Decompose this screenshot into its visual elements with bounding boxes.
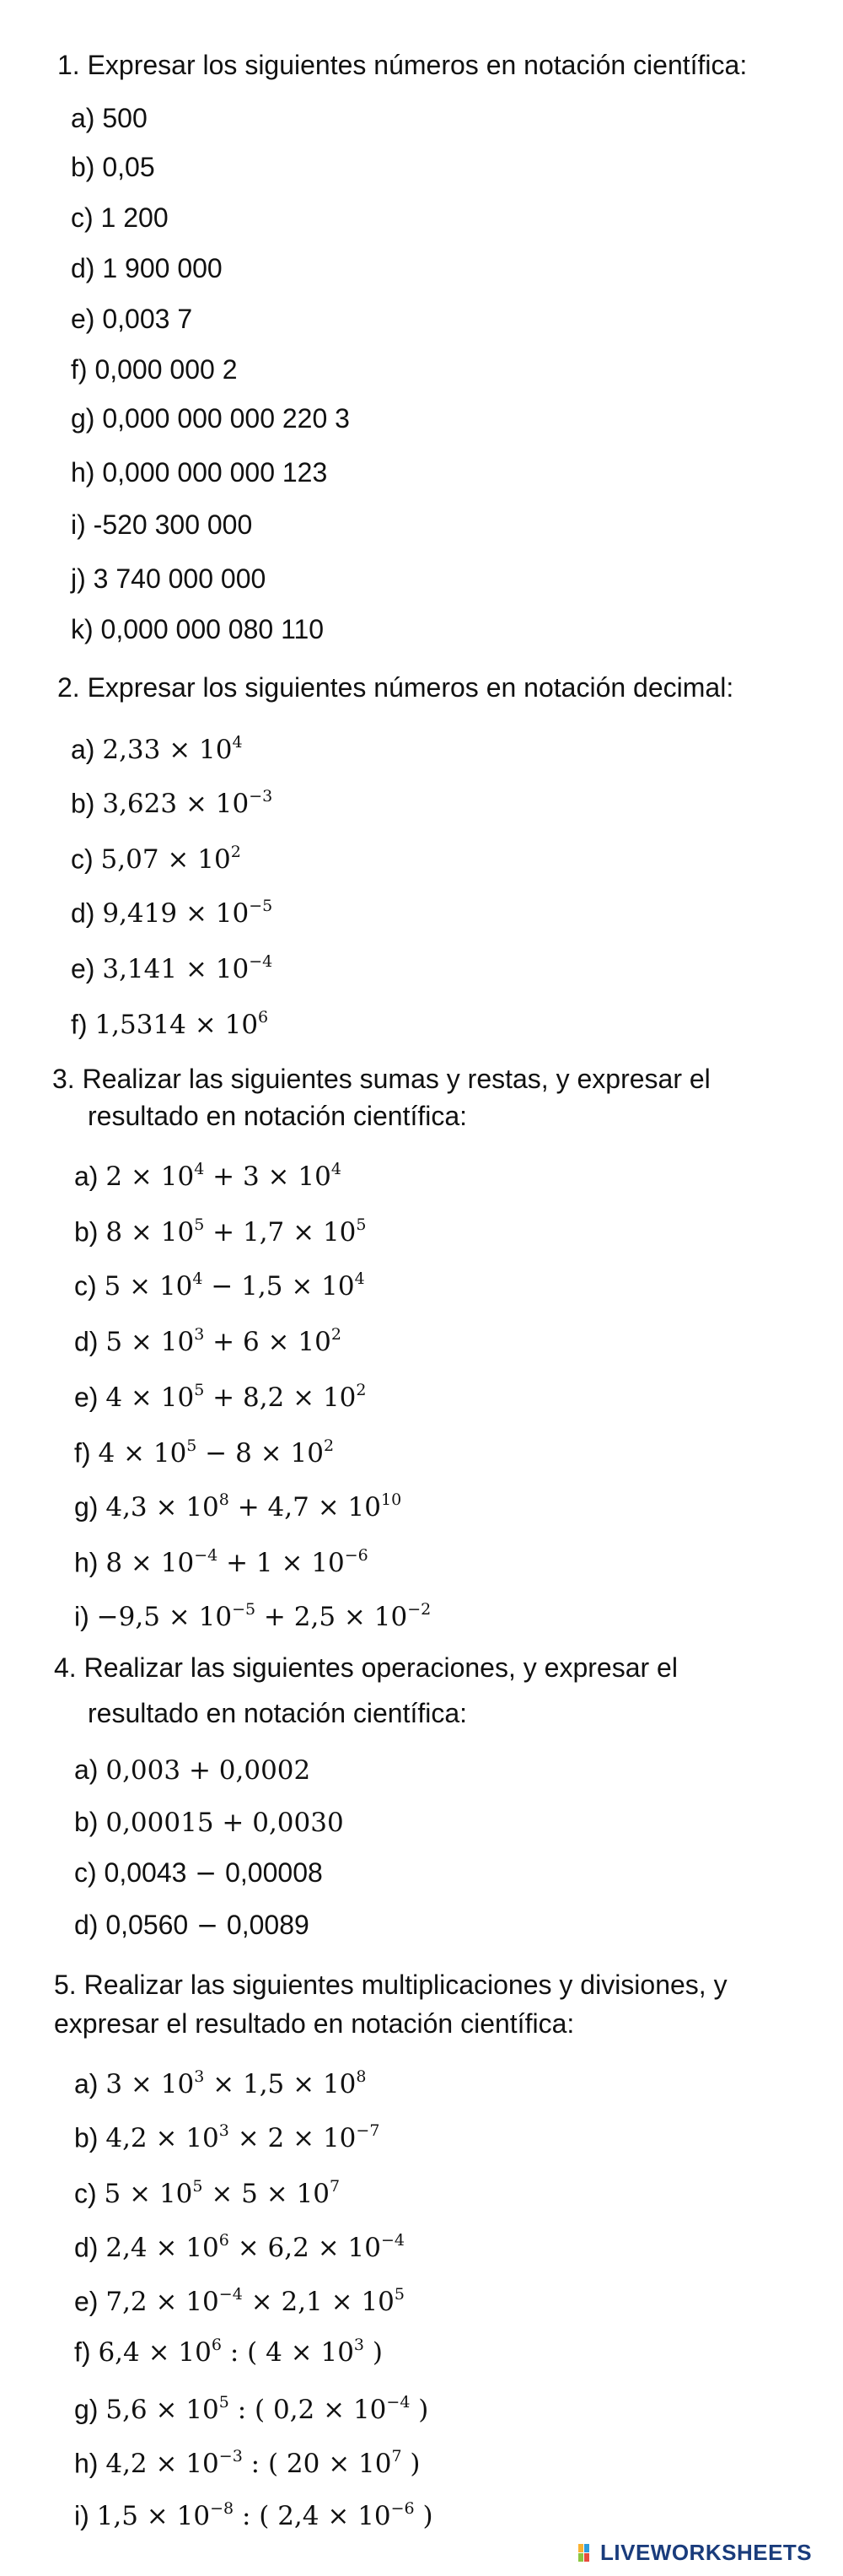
question-3-item-a: a) $2 \times 10^4 + 3 \times 10^4$ xyxy=(74,1160,341,1193)
question-5-item-i: i) $1,5 \times 10^{-8}$ : ( $2,4 \times 10^{-6}$ ) xyxy=(74,2499,433,2532)
question-1-item-k: k) 0,000 000 080 110 xyxy=(71,614,325,644)
question-2-item-f: f) $1,5314 \times 10^6$ xyxy=(71,1008,269,1041)
question-3-item-c: c) $5 \times 10^4 - 1,5 \times 10^4$ xyxy=(74,1269,365,1302)
liveworksheets-branding[interactable] xyxy=(578,2536,812,2569)
question-3-item-f: f) $4 \times 10^5 - 8 \times 10^2$ xyxy=(74,1436,335,1469)
question-1-item-b: b) 0,05 xyxy=(71,152,155,182)
question-1-item-a: a) 500 xyxy=(71,103,148,133)
question-3-item-e: e) $4 \times 10^5 + 8,2 \times 10^2$ xyxy=(74,1381,367,1414)
question-1-item-d: d) 1 900 000 xyxy=(71,253,223,283)
question-4-item-d: d) 0,0560 − 0,0089 xyxy=(74,1910,309,1941)
question-3-title: 3. Realizar las siguientes sumas y restas, y expresar el xyxy=(52,1064,711,1094)
question-5-item-c: c) $5 \times 10^5 \times 5 \times 10^7$ xyxy=(74,2177,341,2210)
question-1-item-f: f) 0,000 000 2 xyxy=(71,354,238,385)
question-4-item-a: a) 0,003 + 0,0002 xyxy=(74,1754,311,1786)
question-1-item-h: h) 0,000 000 000 123 xyxy=(71,457,328,488)
question-1-item-e: e) 0,003 7 xyxy=(71,304,193,334)
question-2-item-c: c) $5,07 \times 10^2$ xyxy=(71,843,241,876)
question-5-title-line2: expresar el resultado en notación científica: xyxy=(54,2008,575,2039)
liveworksheets-logo-icon xyxy=(578,2542,595,2563)
question-5-item-h: h) $4,2 \times 10^{-3}$ : ( $20 \times 10^7$ ) xyxy=(74,2447,421,2480)
question-5-title: 5. Realizar las siguientes multiplicaciones y divisiones, y xyxy=(54,1970,728,2000)
question-1-title: 1. Expresar los siguientes números en notación científica: xyxy=(57,50,748,80)
question-3-item-i: $i) -9,5 \times 10^{-5} + 2,5 \times 10^{-2}$ xyxy=(74,1600,432,1633)
question-5-item-b: b) $4,2 \times 10^3 \times 2 \times 10^{-7}$ xyxy=(74,2121,380,2154)
question-1-item-i: i) -520 300 000 xyxy=(71,509,253,540)
question-3-item-g: g) $4,3 \times 10^8 + 4,7 \times 10^{10}$ xyxy=(74,1490,402,1523)
question-5-item-a: a) $3 \times 10^3 \times 1,5 \times 10^8$ xyxy=(74,2067,367,2100)
question-2-item-a: a) $2,33 \times 10^4$ xyxy=(71,733,243,766)
question-1-item-g: g) 0,000 000 000 220 3 xyxy=(71,403,350,434)
question-4-item-b: b) 0,00015 + 0,0030 xyxy=(74,1807,344,1838)
question-4-item-c: c) 0,0043 − 0,00008 xyxy=(74,1857,323,1889)
question-1-item-c: c) 1 200 xyxy=(71,202,169,233)
question-1-item-j: j) 3 740 000 000 xyxy=(71,563,266,594)
question-5-item-e: e) $7,2 \times 10^{-4} \times 2,1 \times 10^5$ xyxy=(74,2285,405,2318)
question-2-title: 2. Expresar los siguientes números en notación decimal: xyxy=(57,672,734,703)
question-4-title-line2: resultado en notación científica: xyxy=(88,1698,468,1728)
question-2-item-d: d) $9,419 \times 10^{-5}$ xyxy=(71,897,273,930)
question-3-item-b: b) $8 \times 10^5 + 1,7 \times 10^5$ xyxy=(74,1215,367,1248)
question-4-title: 4. Realizar las siguientes operaciones, y expresar el xyxy=(54,1652,678,1683)
question-2-item-b: b) $3,623 \times 10^{-3}$ xyxy=(71,787,273,820)
question-2-item-e: e) $3,141 \times 10^{-4}$ xyxy=(71,952,273,985)
question-3-item-d: d) $5 \times 10^3 + 6 \times 10^2$ xyxy=(74,1325,341,1358)
question-3-title-line2: resultado en notación científica: xyxy=(88,1101,468,1131)
question-5-item-g: g) $5,6 \times 10^5$ : ( $0,2 \times 10^{-4}$ ) xyxy=(74,2393,429,2426)
question-5-item-d: d) $2,4 \times 10^6 \times 6,2 \times 10^{-4}$ xyxy=(74,2231,405,2264)
question-5-item-f: f) $6,4 \times 10^6$ : ( $4 \times 10^3$ ) xyxy=(74,2336,383,2369)
question-3-item-h: h) $8 \times 10^{-4} + 1 \times 10^{-6}$ xyxy=(74,1546,368,1579)
brand-name: LIVEWORKSHEETS xyxy=(600,2539,813,2565)
